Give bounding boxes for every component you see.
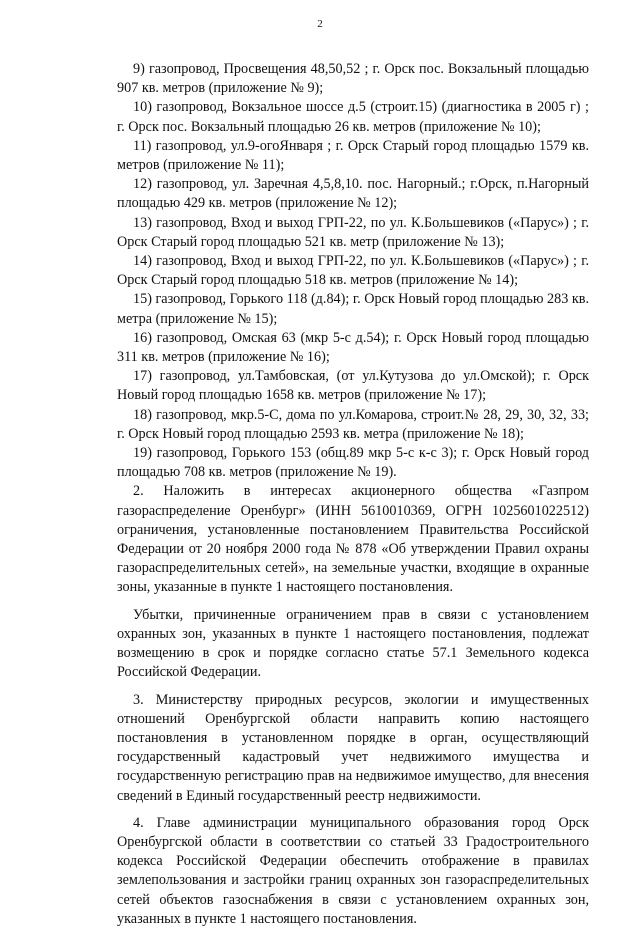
paragraph-losses: Убытки, причиненные ограничением прав в связи с установлением охранных зон, указанных в пункте 1 настоящего постановления, подлежат возмещению в срок и порядке согласно статье 57.1 Земельного кодекса Российской Федерации. bbox=[117, 606, 589, 681]
paragraph-item-14: 14) газопровод, Вход и выход ГРП-22, по ул. К.Большевиков («Парус») ; г. Орск Старый город площадью 518 кв. метров (приложение № 14); bbox=[117, 253, 589, 289]
paragraph-section-2: 2. Наложить в интересах акционерного общества «Газпром газораспределение Оренбург» (ИНН 5610010369, ОГРН 1025601022512) ограничения, установленные постановлением Правительства Российской Федерации от 20 ноября 2000 года № 878 «Об утверждении Правил охраны газораспределительных сетей», на земельные участки, входящие в охранные зоны, указанные в пункте 1 настоящего постановления. bbox=[117, 483, 589, 596]
paragraph-item-12: 12) газопровод, ул. Заречная 4,5,8,10. пос. Нагорный.; г.Орск, п.Нагорный площадью 429 кв. метров (приложение № 12); bbox=[117, 176, 589, 212]
paragraph-item-15: 15) газопровод, Горького 118 (д.84); г. Орск Новый город площадью 283 кв. метра (приложение № 15); bbox=[117, 291, 589, 327]
document-body bbox=[117, 60, 589, 929]
paragraph-item-10: 10) газопровод, Вокзальное шоссе д.5 (строит.15) (диагностика в 2005 г) ; г. Орск пос. Вокзальный площадью 26 кв. метров (приложение № 10); bbox=[117, 99, 589, 135]
paragraph-item-11: 11) газопровод, ул.9-огоЯнваря ; г. Орск Старый город площадью 1579 кв. метров (приложение № 11); bbox=[117, 137, 589, 174]
page-number: 2 bbox=[317, 18, 323, 30]
paragraph-item-18: 18) газопровод, мкр.5-С, дома по ул.Комарова, строит.№ 28, 29, 30, 32, 33; г. Орск Новый город площадью 2593 кв. метра (приложение № 18); bbox=[117, 406, 589, 442]
paragraph-item-9: 9) газопровод, Просвещения 48,50,52 ; г. Орск пос. Вокзальный площадью 907 кв. метров (приложение № 9); bbox=[117, 61, 589, 97]
paragraph-section-4: 4. Главе администрации муниципального образования город Орск Оренбургской области в соответствии со статьей 33 Градостроительного кодекса Российской Федерации обеспечить отображение в правилах землепользования и застройки границ охранных зон газораспределительных сетей объектов газоснабжения в связи с установлением охранных зон, указанных в пункте 1 настоящего постановления. bbox=[117, 814, 589, 927]
paragraph-item-16: 16) газопровод, Омская 63 (мкр 5-с д.54); г. Орск Новый город площадью 311 кв. метров (приложение № 16); bbox=[117, 329, 589, 366]
paragraph-item-19: 19) газопровод, Горького 153 (общ.89 мкр 5-с к-с 3); г. Орск Новый город площадью 708 кв. метров (приложение № 19). bbox=[117, 445, 589, 481]
paragraph-item-13: 13) газопровод, Вход и выход ГРП-22, по ул. К.Большевиков («Парус») ; г. Орск Старый город площадью 521 кв. метр (приложение № 13); bbox=[117, 214, 589, 250]
paragraph-item-17: 17) газопровод, ул.Тамбовская, (от ул.Кутузова до ул.Омской); г. Орск Новый город площадью 1658 кв. метров (приложение № 17); bbox=[117, 368, 589, 404]
paragraph-section-3: 3. Министерству природных ресурсов, экологии и имущественных отношений Оренбургской области направить копию настоящего постановления в установленном порядке в орган, осуществляющий государственный кадастровый учет недвижимого имущества и государственную регистрацию прав на недвижимое имущество, для внесения сведений в Единый государственный реестр недвижимости. bbox=[117, 691, 589, 804]
